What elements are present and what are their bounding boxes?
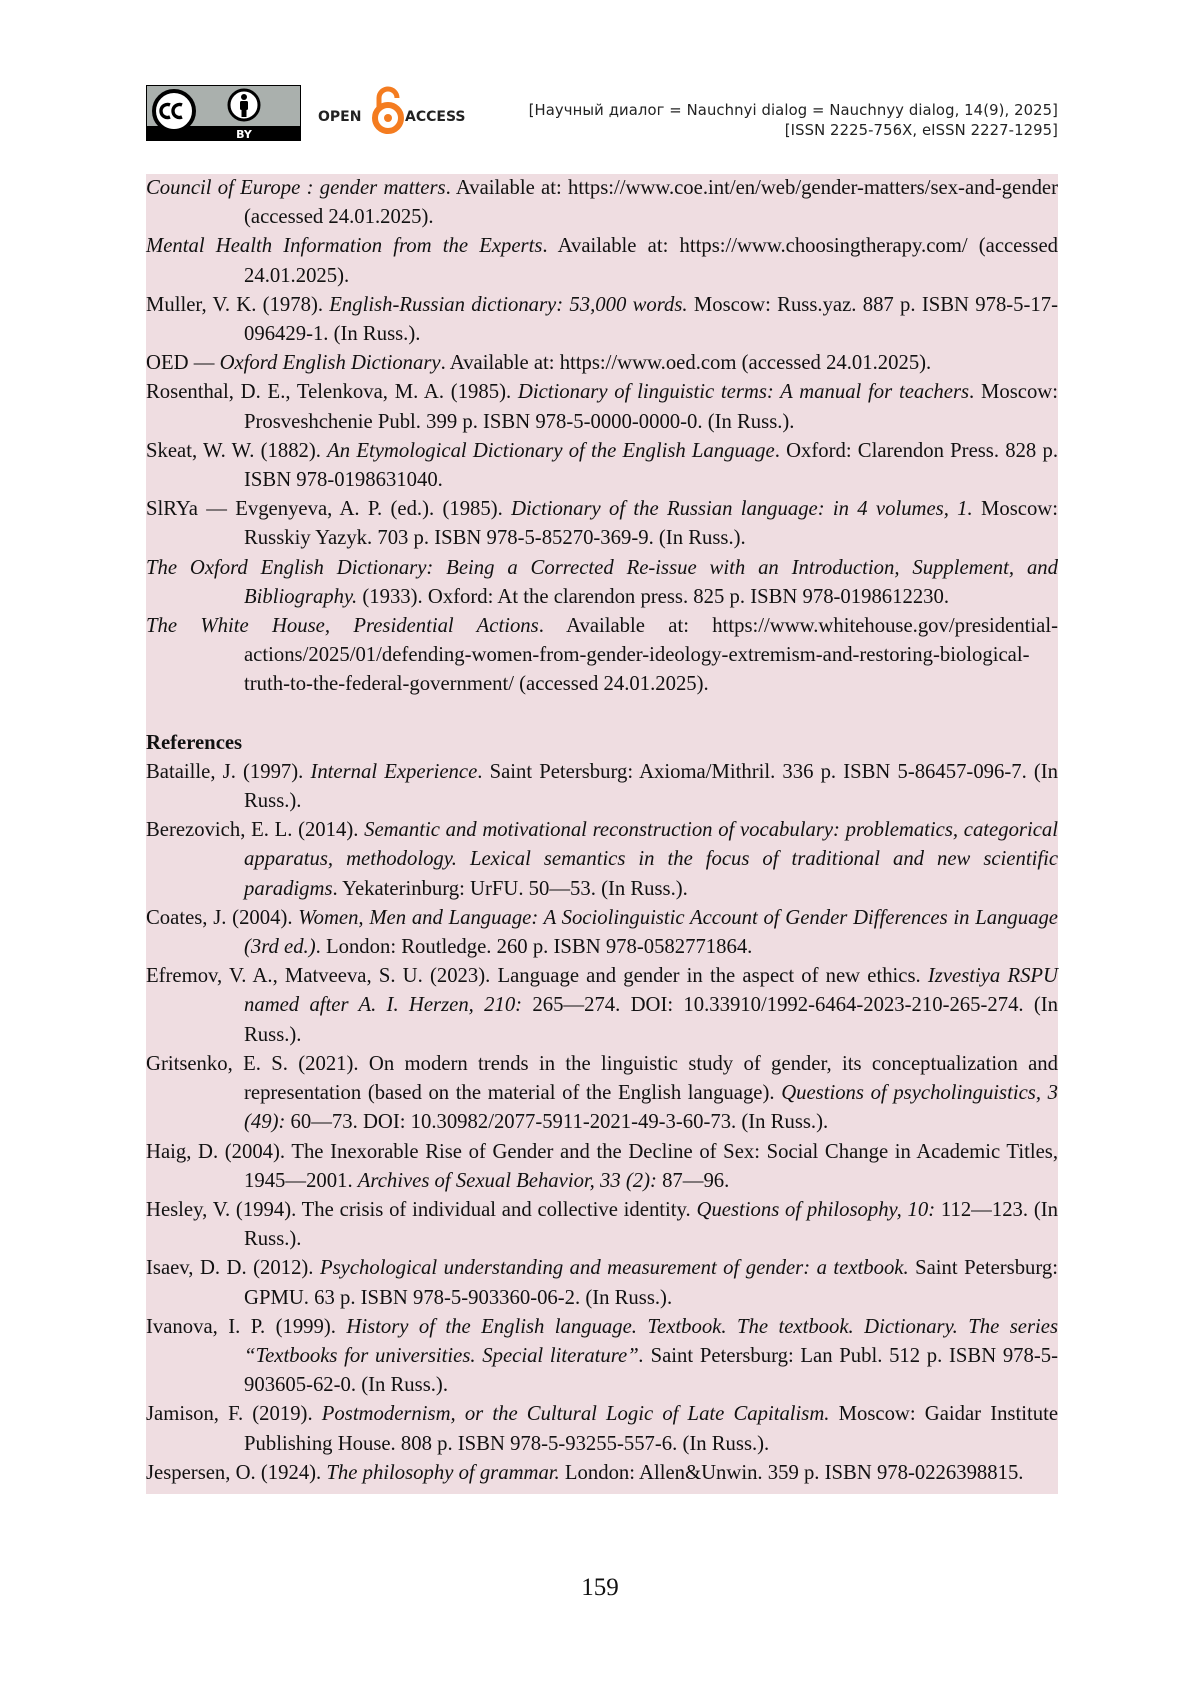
bibliography-block — [146, 174, 1058, 1494]
access-label: ACCESS — [405, 109, 466, 125]
source-item: SlRYa — Evgenyeva, A. P. (ed.). (1985). Dictionary of the Russian language: in 4 volumes, 1. Moscow: Russkiy Yazyk. 703 p. ISBN 978-5-85270-369-9. (In Russ.). — [146, 498, 1058, 550]
source-item: Council of Europe : gender matters. Available at: https://www.coe.int/en/web/gender-matters/sex-and-gender (accessed 24.01.2025). — [146, 177, 1058, 229]
cc-by-license-badge — [146, 85, 301, 141]
page-header — [146, 85, 1058, 141]
sources-list — [146, 174, 1058, 700]
source-item: Skeat, W. W. (1882). An Etymological Dictionary of the English Language. Oxford: Clarendon Press. 828 p. ISBN 978-0198631040. — [146, 439, 1058, 492]
reference-item: Jespersen, O. (1924). The philosophy of grammar. London: Allen&Unwin. 359 p. ISBN 978-0226398815. — [146, 1461, 1024, 1484]
source-item: Rosenthal, D. E., Telenkova, M. A. (1985). Dictionary of linguistic terms: A manual for teachers. Moscow: Prosveshchenie Publ. 399 p. ISBN 978-5-0000-0000-0. (In Russ.). — [146, 381, 1058, 433]
source-item: Mental Health Information from the Experts. Available at: https://www.choosingtherapy.com/ (accessed 24.01.2025). — [146, 235, 1058, 287]
source-item: Muller, V. K. (1978). English-Russian dictionary: 53,000 words. Moscow: Russ.yaz. 887 p. ISBN 978-5-17-096429-1. (In Russ.). — [146, 293, 1058, 346]
reference-item: Ivanova, I. P. (1999). History of the English language. Textbook. The textbook. Dictionary. The series “Textbooks for universities. Special literature”. Saint Petersburg: Lan Publ. 512 p. ISBN 978-5-903605-62-0. (In Russ.). — [146, 1315, 1058, 1397]
references-list — [146, 758, 1058, 1488]
source-item: The White House, Presidential Actions. Available at: https://www.whitehouse.gov/presidential-actions/2025/01/defending-women-from-gender-ideology-extremism-and-restoring-biological-truth-to-the-federal-government/ (accessed 24.01.2025). — [146, 615, 1058, 696]
reference-item: Berezovich, E. L. (2014). Semantic and motivational reconstruction of vocabulary: problematics, categorical apparatus, methodology. Lexical semantics in the focus of traditional and new scientific paradigms. Yekaterinburg: UrFU. 50—53. (In Russ.). — [146, 819, 1058, 900]
source-item: OED — Oxford English Dictionary. Available at: https://www.oed.com (accessed 24.01.2025). — [146, 352, 932, 375]
reference-item: Jamison, F. (2019). Postmodernism, or the Cultural Logic of Late Capitalism. Moscow: Gaidar Institute Publishing House. 808 p. ISBN 978-5-93255-557-6. (In Russ.). — [146, 1403, 1058, 1455]
journal-citation: [Научный диалог = Nauchnyi dialog = Nauchnyy dialog, 14(9), 2025] — [528, 102, 1058, 119]
reference-item: Coates, J. (2004). Women, Men and Language: A Sociolinguistic Account of Gender Differences in Language (3rd ed.). London: Routledge. 260 p. ISBN 978-0582771864. — [146, 906, 1058, 959]
reference-item: Gritsenko, E. S. (2021). On modern trends in the linguistic study of gender, its conceptualization and representation (based on the material of the English language). Questions of psycholinguistics, 3 (49): 60—73. DOI: 10.30982/2077-5911-2021-49-3-60-73. (In Russ.). — [146, 1052, 1058, 1134]
attribution-icon — [229, 90, 259, 120]
journal-issn: [ISSN 2225-756X, eISSN 2227-1295] — [784, 122, 1058, 139]
references-heading: References — [146, 731, 243, 754]
reference-item: Hesley, V. (1994). The crisis of individual and collective identity. Questions of philosophy, 10: 112—123. (In Russ.). — [146, 1198, 1058, 1251]
open-label: OPEN — [318, 109, 362, 125]
section-spacer — [146, 700, 1058, 729]
reference-item: Isaev, D. D. (2012). Psychological understanding and measurement of gender: a textbook. Saint Petersburg: GPMU. 63 p. ISBN 978-5-903360-06-2. (In Russ.). — [146, 1257, 1058, 1309]
open-access-lock-icon — [375, 89, 401, 131]
cc-by-label: BY — [236, 128, 252, 141]
reference-item: Bataille, J. (1997). Internal Experience. Saint Petersburg: Axioma/Mithril. 336 p. ISBN 5-86457-096-7. (In Russ.). — [146, 760, 1059, 813]
source-item: The Oxford English Dictionary: Being a Corrected Re-issue with an Introduction, Supplement, and Bibliography. (1933). Oxford: At the clarendon press. 825 p. ISBN 978-0198612230. — [146, 556, 1058, 608]
page-number: 159 — [581, 1574, 619, 1601]
reference-item: Efremov, V. A., Matveeva, S. U. (2023). Language and gender in the aspect of new ethics. Izvestiya RSPU named after A. I. Herzen, 210: 265—274. DOI: 10.33910/1992-6464-2023-210-265-274. (In Russ.). — [146, 965, 1059, 1046]
reference-item: Haig, D. (2004). The Inexorable Rise of Gender and the Decline of Sex: Social Change in Academic Titles, 1945—2001. Archives of Sexual Behavior, 33 (2): 87—96. — [146, 1140, 1058, 1192]
journal-info — [529, 101, 1058, 141]
